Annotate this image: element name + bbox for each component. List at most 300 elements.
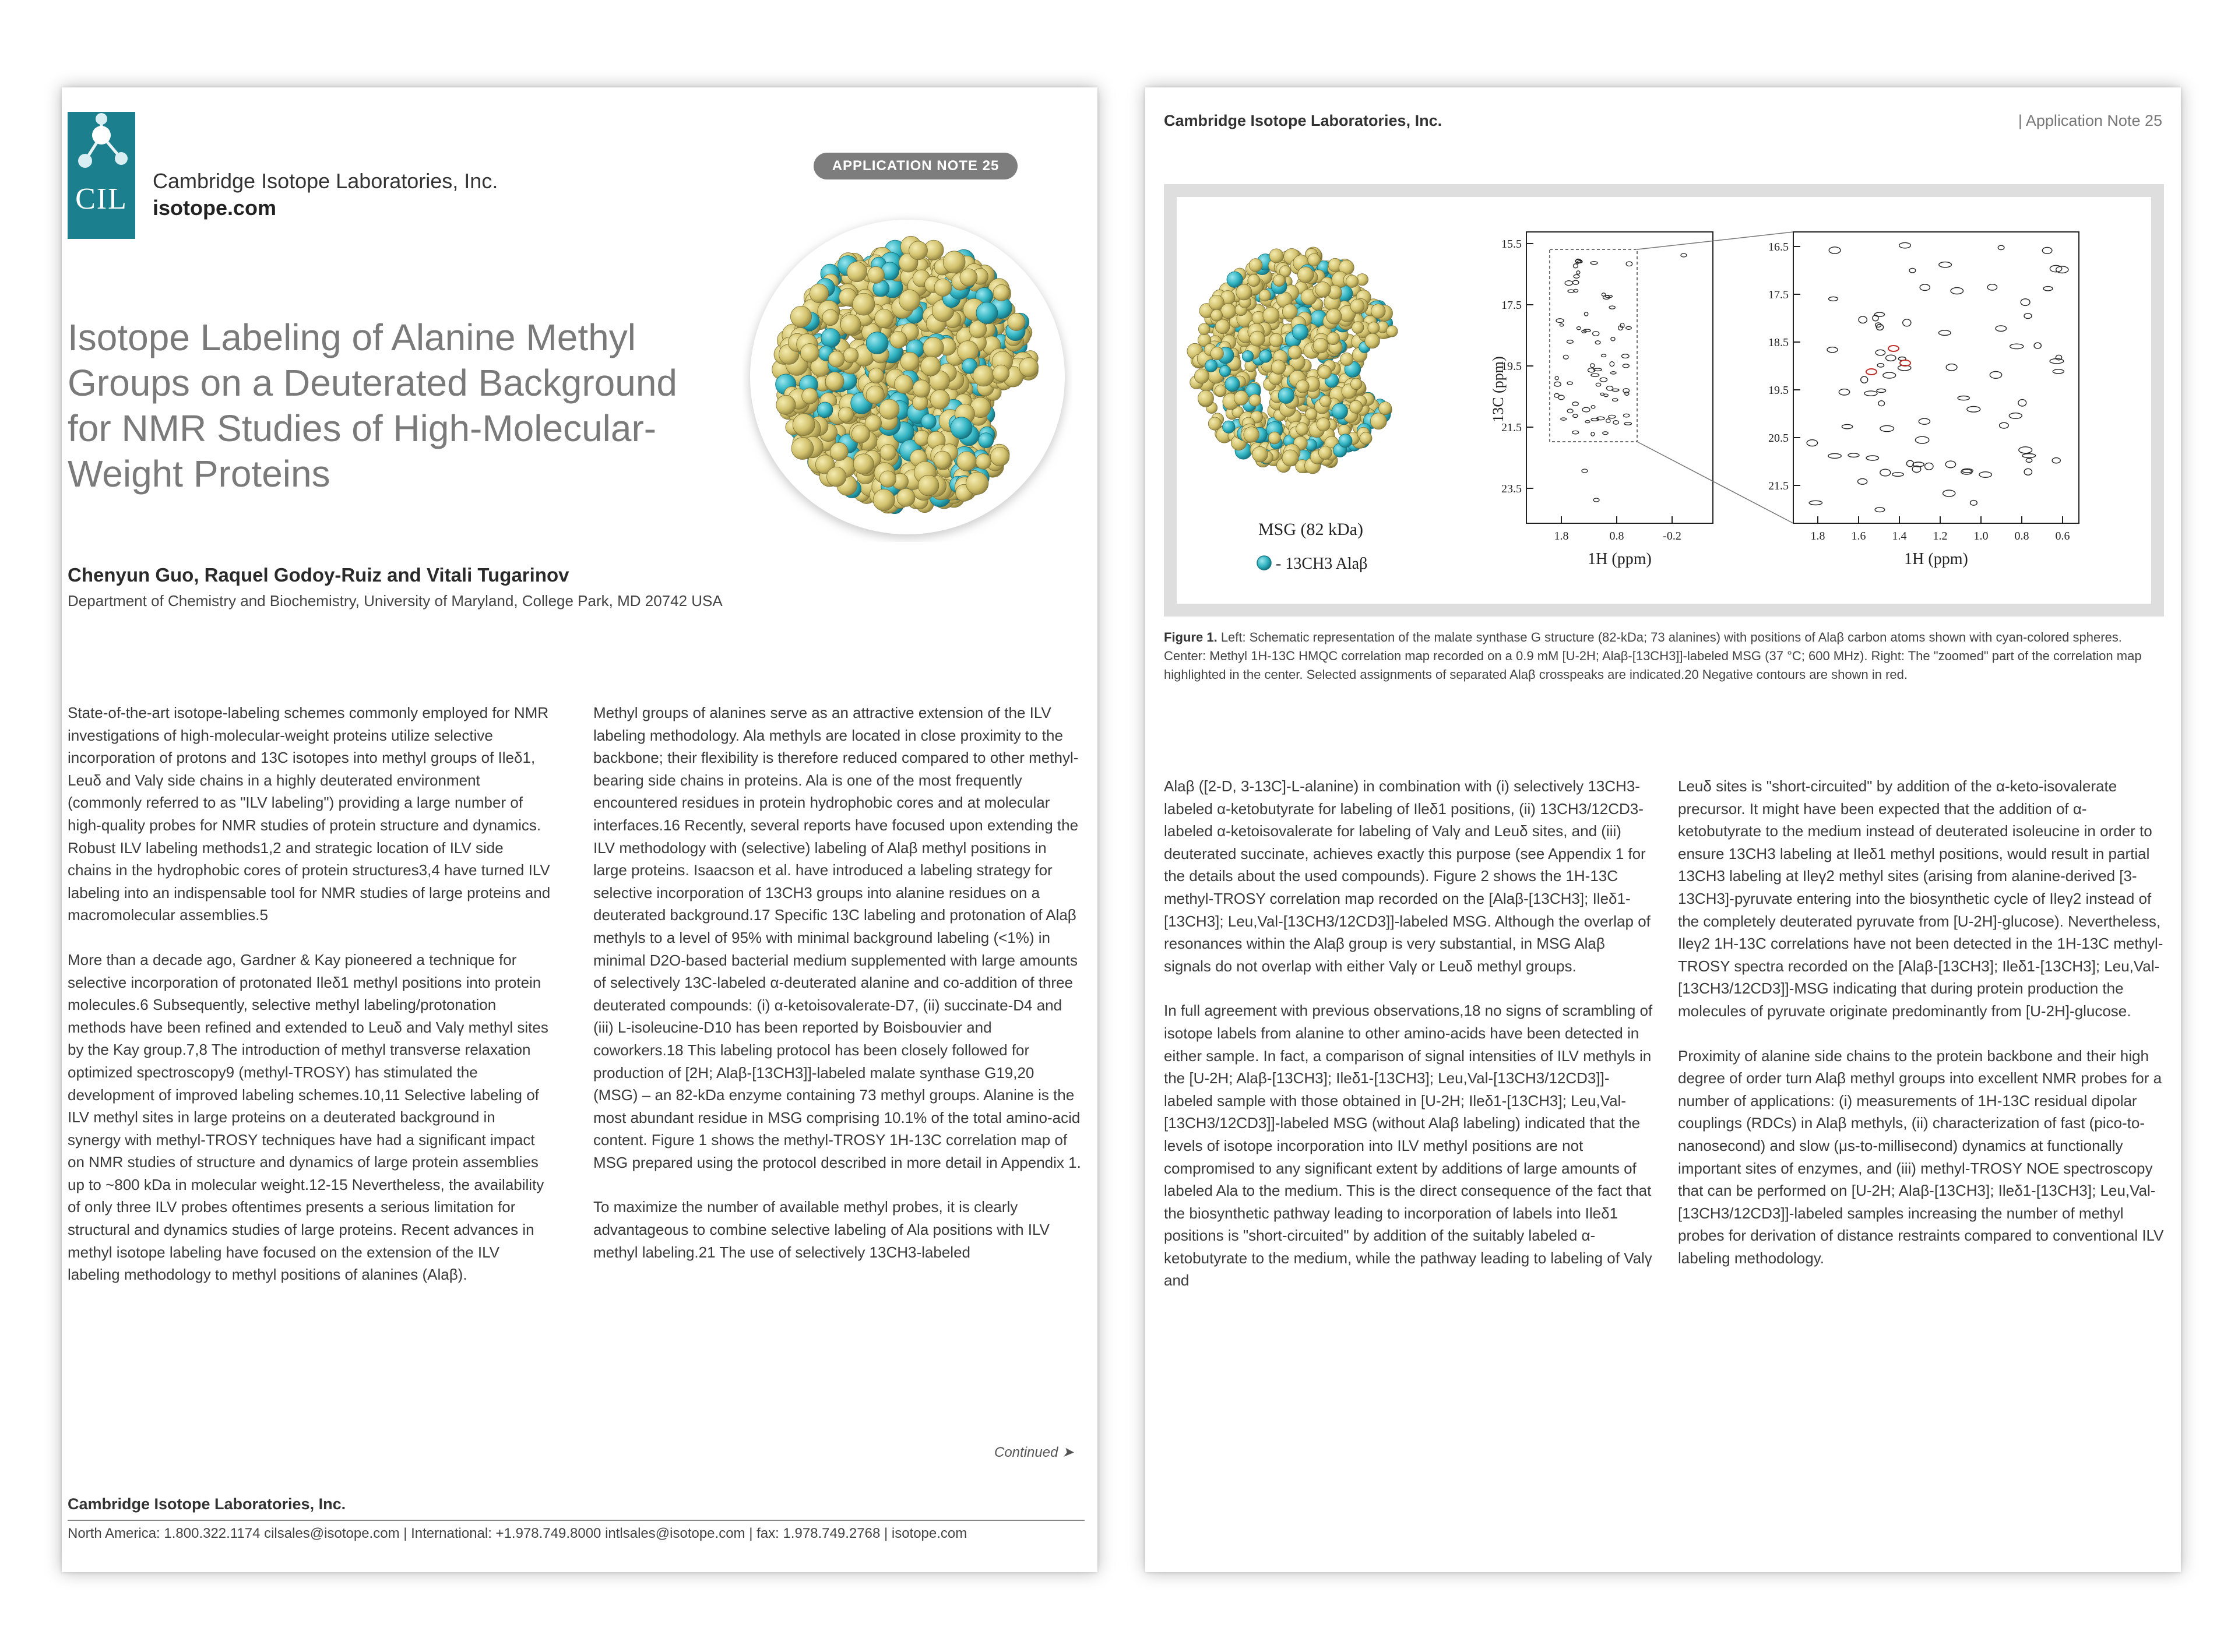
atom-sphere xyxy=(790,306,811,327)
crosspeak xyxy=(1920,284,1930,291)
crosspeak xyxy=(1906,460,1913,467)
atom-sphere xyxy=(1350,299,1364,313)
atom-sphere xyxy=(1268,432,1280,444)
atom-sphere xyxy=(1249,259,1262,272)
atom-sphere xyxy=(1234,390,1248,405)
atom-sphere xyxy=(934,451,951,469)
crosspeak xyxy=(1877,389,1886,392)
crosspeak xyxy=(2052,458,2060,463)
page2-column-2 xyxy=(1678,775,2167,1291)
crosspeak xyxy=(1610,372,1616,374)
crosspeak xyxy=(1990,372,2001,379)
atom-sphere xyxy=(853,293,875,315)
crosspeak xyxy=(2053,369,2064,374)
atom-sphere xyxy=(1244,427,1259,443)
crosspeak xyxy=(1623,364,1629,368)
crosspeak xyxy=(1554,382,1561,386)
article-title xyxy=(68,315,685,496)
crosspeak xyxy=(1565,281,1572,286)
ala-methyl-sphere xyxy=(1259,350,1272,363)
atom-sphere xyxy=(1308,253,1321,266)
legend-label: - 13CH3 Alaβ xyxy=(1276,555,1368,573)
x-tick-label: -0.2 xyxy=(1663,530,1681,543)
right-xlabel: 1H (ppm) xyxy=(1904,550,1968,568)
crosspeak xyxy=(1958,396,1969,400)
paragraph: In full agreement with previous observations,18 no signs of scrambling of isotope labels from alanine to other amino-acids have been detected in either sample. In fact, a comparison of signal intensities of ILV methyls in the [U-2H; Alaβ-[13CH3]; Ileδ1-[13CH3]; Leu,Val-[13CH3/12CD3]]-labeled sample with those obtained in [U-2H; Ileδ1-[13CH3]; Leu,Val-[13CH3/12CD3]]-labeled MSG (without Alaβ labeling) indicated that the levels of isotope incorporation into ILV methyl positions are not compromised to any significant extent by additions of large amounts of labeled Ala to the medium. This is the direct consequence of the fact that the biosynthetic pathway leading to incorporation of labels into Ileδ1 positions is "short-circuited" by addition of the suitably labeled α-ketobutyrate to the medium, while the pathway leading to labeling of Valγ and xyxy=(1164,1002,1653,1290)
atom-sphere xyxy=(1208,417,1221,430)
crosspeak xyxy=(2021,299,2030,306)
atom-sphere xyxy=(943,251,965,273)
atom-sphere xyxy=(1252,446,1268,462)
ala-methyl-sphere xyxy=(979,433,994,448)
crosspeak xyxy=(1554,393,1559,397)
crosspeak xyxy=(1567,340,1574,344)
crosspeak xyxy=(1590,364,1595,368)
atom-sphere xyxy=(847,262,867,281)
ala-methyl-sphere xyxy=(1339,434,1352,448)
crosspeak xyxy=(2024,469,2032,475)
crosspeak xyxy=(1584,312,1588,316)
atom-sphere xyxy=(897,488,915,506)
continued-link[interactable]: Continued ➤ xyxy=(994,1445,1074,1460)
crosspeak xyxy=(1875,508,1885,512)
title-line: Weight Proteins xyxy=(68,453,330,495)
crosspeak xyxy=(1809,501,1822,505)
ala-methyl-sphere xyxy=(1278,388,1294,403)
website-link[interactable]: isotope.com xyxy=(153,196,277,220)
atom-sphere xyxy=(1298,267,1314,283)
crosspeak xyxy=(1848,453,1859,457)
crosspeak xyxy=(1967,407,1980,413)
atom-sphere xyxy=(1008,313,1025,330)
crosspeak xyxy=(1883,372,1896,378)
crosspeak xyxy=(1585,421,1590,423)
crosspeak xyxy=(1827,347,1838,353)
atom-sphere xyxy=(1350,400,1363,413)
page-1 xyxy=(62,87,1097,1572)
crosspeak xyxy=(1875,312,1885,316)
atom-sphere xyxy=(866,386,884,404)
atom-sphere xyxy=(1271,360,1286,375)
crosspeak xyxy=(1577,327,1581,330)
atom-sphere xyxy=(1269,249,1283,263)
crosspeak xyxy=(1979,472,1991,478)
crosspeak xyxy=(1875,350,1885,355)
crosspeak xyxy=(1613,399,1618,401)
crosspeak xyxy=(1556,319,1564,323)
atom-sphere xyxy=(802,388,818,404)
crosspeak xyxy=(1582,407,1590,412)
y-tick-label: 15.5 xyxy=(1501,238,1522,251)
atom-sphere xyxy=(1350,378,1362,390)
crosspeak xyxy=(1839,389,1849,395)
atom-sphere xyxy=(1296,380,1309,393)
atom-sphere xyxy=(868,368,884,383)
crosspeak xyxy=(1582,469,1588,473)
crosspeak xyxy=(2018,400,2026,406)
paragraph: State-of-the-art isotope-labeling schemes commonly employed for NMR investigations of high-molecular-weight proteins utilize selective incorporation of protons and 13C isotopes into methyl groups of Ileδ1, Leuδ and Valγ side chains in a highly deuterated environment (commonly referred to as "ILV labeling") providing a large number of high-quality probes for NMR studies of protein structure and dynamics. Robust ILV labeling methods1,2 and strategic location of ILV side chains in the hydrophobic cores of protein structures3,4 have turned ILV labeling into an indispensable tool for NMR studies of large proteins and macromolecular assemblies.5 xyxy=(68,704,551,924)
crosspeak xyxy=(1880,425,1894,431)
atom-sphere xyxy=(923,337,944,358)
atom-sphere xyxy=(822,309,839,326)
crosspeak xyxy=(1681,253,1687,257)
crosspeak xyxy=(1595,341,1600,344)
crosspeak xyxy=(2026,459,2032,463)
crosspeak xyxy=(1591,432,1595,436)
ala-methyl-sphere xyxy=(817,402,833,418)
atom-sphere xyxy=(909,241,928,260)
crosspeak xyxy=(1861,376,1868,383)
atom-sphere xyxy=(1370,413,1387,429)
atom-sphere xyxy=(1215,385,1226,397)
atom-sphere xyxy=(1198,323,1210,335)
atom-sphere xyxy=(1249,394,1261,406)
atom-sphere xyxy=(851,425,870,443)
center-xlabel: 1H (ppm) xyxy=(1588,550,1652,568)
atom-sphere xyxy=(993,365,1009,381)
ala-methyl-sphere xyxy=(1223,421,1235,433)
crosspeak xyxy=(1577,271,1580,274)
atom-sphere xyxy=(918,475,939,496)
crosspeak xyxy=(1591,406,1595,408)
atom-sphere xyxy=(1215,319,1230,334)
crosspeak xyxy=(1606,419,1610,423)
crosspeak xyxy=(1864,391,1877,396)
atom-sphere xyxy=(1259,290,1271,301)
page2-column-1 xyxy=(1164,775,1653,1314)
page2-header-company: Cambridge Isotope Laboratories, Inc. xyxy=(1164,112,1442,129)
atom-sphere xyxy=(868,266,885,283)
crosspeak xyxy=(1946,364,1957,371)
crosspeak xyxy=(2043,287,2053,291)
atom-sphere xyxy=(1326,309,1342,324)
figure-1-caption xyxy=(1164,628,2164,684)
center-spectrum-frame xyxy=(1526,232,1713,523)
figure-1 xyxy=(1164,184,2164,617)
crosspeak xyxy=(2042,248,2052,254)
protein-label: MSG (82 kDa) xyxy=(1258,520,1363,539)
crosspeak xyxy=(1842,424,1852,428)
crosspeak xyxy=(1899,242,1911,248)
crosspeak xyxy=(1612,389,1619,391)
atom-sphere xyxy=(828,351,844,368)
crosspeak xyxy=(2056,266,2068,273)
crosspeak xyxy=(1886,355,1896,361)
atom-sphere xyxy=(1319,396,1331,407)
paragraph: Methyl groups of alanines serve as an attractive extension of the ILV labeling methodology. Ala methyls are located in close proximity to the backbone; their flexibility is therefore reduced compared to other methyl-bearing side chains in proteins. Ala is one of the most frequently encountered residues in protein hydrophobic cores and at molecular interfaces.16 Recently, several reports have focused upon extending the ILV methodology with (selective) labeling of Alaβ methyl positions in large proteins. Isaacson et al. have introduced a labeling strategy for selective incorporation of 13CH3 groups into alanine residues on a deuterated background.17 Specific 13C labeling and protonation of Alaβ methyls to a level of 95% with minimal background labeling (<1%) in minimal D2O-based bacterial medium supplemented with large amounts of selectively 13C-labeled α-deuterated alanine and co-addition of three deuterated compounds: (i) α-ketoisovalerate-D7, (ii) succinate-D4 and (iii) L-isoleucine-D10 has been reported by Boisbouvier and coworkers.18 This labeling protocol has been closely followed for production of [2H; Alaβ-[13CH3]]-labeled malate synthase G19,20 (MSG) – an 82-kDa enzyme containing 73 methyl groups. Alanine is the most abundant residue in MSG comprising 10.1% of the total amino-acid content. Figure 1 shows the methyl-TROSY 1H-13C correlation map of MSG prepared using the protocol described in more detail in Appendix 1. xyxy=(593,704,1081,1171)
crosspeak xyxy=(1593,332,1599,336)
y-tick-label: 21.5 xyxy=(1768,480,1789,492)
crosspeak xyxy=(1575,259,1582,263)
atom-sphere xyxy=(973,365,994,386)
x-tick-label: 1.8 xyxy=(1554,530,1569,543)
atom-sphere xyxy=(827,467,846,486)
atom-sphere xyxy=(1236,284,1252,300)
atom-sphere xyxy=(1198,390,1214,406)
authors: Chenyun Guo, Raquel Godoy-Ruiz and Vitali Tugarinov xyxy=(68,564,569,586)
atom-sphere xyxy=(1315,282,1331,297)
crosspeak xyxy=(1858,478,1867,484)
negative-contour xyxy=(1866,369,1877,375)
atom-sphere xyxy=(1368,322,1380,334)
atom-sphere xyxy=(993,284,1009,301)
crosspeak xyxy=(1590,262,1597,265)
atom-sphere xyxy=(895,375,913,393)
crosspeak xyxy=(2010,344,2024,348)
atom-sphere xyxy=(875,309,893,328)
crosspeak xyxy=(1951,288,1963,294)
atom-sphere xyxy=(1248,274,1260,287)
crosspeak xyxy=(1596,383,1600,386)
atom-sphere xyxy=(914,430,930,446)
atom-sphere xyxy=(838,407,853,422)
atom-sphere xyxy=(879,471,896,487)
paragraph: Proximity of alanine side chains to the protein backbone and their high degree of order turn Alaβ methyl groups into excellent NMR probes for a number of applications: (i) measurements of 1H-13C residual dipolar couplings (RDCs) in Alaβ methyls, (ii) characterization of fast (pico-to-nanosecond) and slow (μs-to-millisecond) dynamics at functionally important sites of enzymes, and (iii) methyl-TROSY NOE spectroscopy that can be performed on [U-2H; Alaβ-[13CH3]; Ileδ1-[13CH3]; Leu,Val-[13CH3/12CD3]]-labeled samples increasing the number of methyl probes for derivation of distance restraints compared to conventional ILV labeling methodology. xyxy=(1678,1047,2164,1267)
atom-sphere xyxy=(990,447,1009,466)
crosspeak xyxy=(1859,316,1867,323)
atom-sphere xyxy=(1360,432,1372,445)
crosspeak xyxy=(1625,392,1629,396)
protein-sphere-image xyxy=(743,212,1072,542)
crosspeak xyxy=(1574,274,1579,278)
y-tick-label: 17.5 xyxy=(1768,288,1789,301)
y-tick-label: 21.5 xyxy=(1501,421,1522,434)
ala-methyl-sphere xyxy=(1292,324,1308,340)
footer-divider xyxy=(68,1520,1085,1521)
crosspeak xyxy=(1877,364,1884,367)
crosspeak xyxy=(1561,418,1567,420)
atom-sphere xyxy=(853,454,874,474)
crosspeak xyxy=(1591,374,1599,376)
crosspeak xyxy=(1828,453,1841,458)
crosspeak xyxy=(1880,469,1891,476)
atom-sphere xyxy=(1019,358,1039,377)
y-tick-label: 16.5 xyxy=(1768,241,1789,253)
crosspeak xyxy=(1613,421,1618,424)
atom-sphere xyxy=(960,269,977,286)
x-tick-label: 0.6 xyxy=(2055,530,2070,543)
page-2 xyxy=(1145,87,2181,1572)
atom-sphere xyxy=(890,331,907,348)
crosspeak xyxy=(1572,280,1578,284)
page1-column-2 xyxy=(593,702,1083,1285)
atom-sphere xyxy=(1263,307,1279,323)
crosspeak xyxy=(2024,314,2032,319)
atom-sphere xyxy=(921,356,941,376)
atom-sphere xyxy=(1273,274,1285,286)
atom-sphere xyxy=(930,390,949,409)
ala-methyl-sphere xyxy=(821,329,840,348)
ala-methyl-sphere xyxy=(951,417,972,439)
crosspeak xyxy=(1609,415,1616,418)
crosspeak xyxy=(1567,409,1573,413)
crosspeak xyxy=(1829,297,1838,301)
atom-sphere xyxy=(1346,275,1358,287)
ala-methyl-sphere xyxy=(866,332,888,354)
caption-label: Figure 1. xyxy=(1164,630,1217,644)
crosspeak xyxy=(1909,268,1916,273)
atom-sphere xyxy=(1365,333,1380,348)
atom-sphere xyxy=(1318,446,1332,460)
y-tick-label: 19.5 xyxy=(1768,384,1789,397)
atom-sphere xyxy=(1211,309,1223,321)
crosspeak xyxy=(1996,326,2006,332)
crosspeak xyxy=(1626,326,1632,329)
atom-sphere xyxy=(1250,331,1265,346)
paragraph: More than a decade ago, Gardner & Kay pioneered a technique for selective incorporation of protonated Ileδ1 methyl positions into protein molecules.6 Subsequently, selective methyl labeling/protonation methods have been refined and extended to Leuδ and Valγ methyl sites by the Kay group.7,8 The introduction of methyl transverse relaxation optimized spectroscopy9 (methyl-TROSY) has stimulated the development of improved labeling schemes.10,11 Selective labeling of ILV methyl sites in large proteins on a deuterated background in synergy with methyl-TROSY techniques have had a significant impact on NMR studies of structure and dynamics of large protein assemblies up to ~800 kDa in molecular weight.12-15 Nevertheless, the availability of only three ILV probes oftentimes presents a serious limitation for structural and dynamics studies of large proteins. Recent advances in methyl isotope labeling have focused on the extension of the ILV labeling methodology to methyl positions of alanines (Alaβ). xyxy=(68,950,548,1284)
atom-sphere xyxy=(800,344,819,362)
crosspeak xyxy=(1915,436,1929,443)
crosspeak xyxy=(2022,454,2036,458)
crosspeak xyxy=(1602,293,1606,296)
atom-sphere xyxy=(879,399,899,419)
atom-sphere xyxy=(843,348,858,363)
atom-sphere xyxy=(793,414,815,436)
y-tick-label: 18.5 xyxy=(1768,336,1789,349)
crosspeak xyxy=(1925,463,1933,470)
crosspeak xyxy=(1560,324,1563,326)
atom-sphere xyxy=(1211,347,1223,360)
crosspeak xyxy=(1572,431,1579,434)
atom-sphere xyxy=(776,395,796,414)
figure-1-panel xyxy=(1177,197,2151,604)
logo-text: CIL xyxy=(75,182,128,216)
atom-sphere xyxy=(913,380,930,397)
crosspeak xyxy=(1945,461,1955,468)
crosspeak xyxy=(1602,354,1606,357)
atom-sphere xyxy=(1379,402,1392,415)
footer-contacts: North America: 1.800.322.1174 cilsales@isotope.com | International: +1.978.749.8000 intlsales@isotope.com | fax: 1.978.749.2768 | isotope.com xyxy=(68,1526,967,1541)
crosspeak xyxy=(1919,418,1930,424)
crosspeak xyxy=(1970,501,1977,506)
atom-sphere xyxy=(1269,333,1283,347)
x-tick-label: 1.6 xyxy=(1851,530,1866,543)
crosspeak xyxy=(1573,264,1578,268)
atom-sphere xyxy=(1317,418,1330,431)
crosspeak xyxy=(1572,402,1578,406)
x-tick-label: 1.8 xyxy=(1810,530,1825,543)
ala-methyl-sphere xyxy=(1219,365,1230,376)
ala-methyl-sphere xyxy=(1332,403,1347,419)
atom-sphere xyxy=(934,279,952,296)
crosspeak xyxy=(1829,247,1841,253)
atom-sphere xyxy=(1318,365,1332,379)
crosspeak xyxy=(1943,490,1955,496)
crosspeak xyxy=(1998,245,2004,249)
crosspeak xyxy=(1568,290,1574,293)
x-tick-label: 0.8 xyxy=(2014,530,2029,543)
title-line: Groups on a Deuterated Background xyxy=(68,362,677,404)
atom-sphere xyxy=(1306,408,1317,420)
atom-sphere xyxy=(1313,338,1328,353)
atom-sphere xyxy=(976,454,991,469)
atom-sphere xyxy=(880,445,896,461)
msg-structure-image xyxy=(1187,247,1398,474)
crosspeak xyxy=(1563,355,1568,359)
paragraph: Leuδ sites is "short-circuited" by addition of the α-keto-isovalerate precursor. It might have been expected that the addition of α-ketobutyrate to the medium instead of deuterated isoleucine in order to ensure 13CH3 labeling at Ileδ1 methyl positions, would result in partial 13CH3 labeling at Ileγ2 methyl sites (arising from alanine-derived [3-13CH3]-pyruvate entering into the biosynthetic cycle of Ileγ2 instead of the completely deuterated pyruvate from [U-2H]-glucose). Nevertheless, Ileγ2 1H-13C correlations have not been detected in the 1H-13C methyl-TROSY spectra recorded on the [Alaβ-[13CH3]; Ileδ1-[13CH3]; Leu,Val-[13CH3/12CD3]]-MSG indicating that during protein production the molecules of pyruvate originate predominantly from [U-2H]-glucose. xyxy=(1678,777,2163,1020)
crosspeak xyxy=(1878,401,1885,406)
title-line: Isotope Labeling of Alanine Methyl xyxy=(68,316,636,358)
right-spectrum-frame xyxy=(1793,232,2079,523)
affiliation: Department of Chemistry and Biochemistry, University of Maryland, College Park, MD 20742 USA xyxy=(68,592,723,610)
atom-sphere xyxy=(899,290,920,311)
page1-column-1 xyxy=(68,702,551,1308)
atom-sphere xyxy=(791,438,814,460)
ala-methyl-sphere xyxy=(1205,360,1217,372)
atom-sphere xyxy=(1327,332,1340,345)
ala-methyl-sphere xyxy=(1242,351,1253,362)
crosspeak xyxy=(1939,330,1951,336)
crosspeak xyxy=(1866,456,1878,460)
atom-sphere xyxy=(1282,450,1299,466)
crosspeak xyxy=(1593,498,1599,502)
crosspeak xyxy=(1903,319,1911,326)
crosspeak xyxy=(1892,473,1904,477)
highlight-region xyxy=(1550,249,1637,442)
crosspeak xyxy=(1600,378,1607,382)
atom-sphere xyxy=(1340,353,1353,366)
page2-header-note: | Application Note 25 xyxy=(2018,112,2162,129)
caption-text: Left: Schematic representation of the malate synthase G structure (82-kDa; 73 alanines) with positions of Alaβ carbon atoms shown with cyan-colored spheres. Center: Methyl 1H-13C HMQC correlation map recorded on a 0.9 mM [U-2H; Alaβ-[13CH3]]-labeled MSG (37 °C; 600 MHz). Right: The "zoomed" part of the correlation map highlighted in the center. Selected assignments of separated Alaβ crosspeaks are indicated.20 Negative contours are shown in red. xyxy=(1164,630,2142,682)
crosspeak xyxy=(1609,306,1615,309)
application-note-badge: APPLICATION NOTE 25 xyxy=(814,153,1018,179)
crosspeak xyxy=(1610,362,1614,367)
crosspeak xyxy=(1604,394,1608,397)
figure-1-graphic xyxy=(1177,197,2151,604)
crosspeak xyxy=(2000,422,2009,428)
x-tick-label: 1.0 xyxy=(1973,530,1989,543)
cil-logo xyxy=(68,112,135,239)
atom-sphere xyxy=(1288,346,1301,359)
crosspeak xyxy=(1624,422,1631,425)
y-tick-label: 17.5 xyxy=(1501,299,1522,312)
atom-sphere xyxy=(840,315,861,335)
atom-sphere xyxy=(966,472,988,494)
atom-sphere xyxy=(900,352,919,371)
atom-sphere xyxy=(1387,326,1398,337)
crosspeak xyxy=(1622,354,1630,358)
crosspeak xyxy=(1626,262,1632,266)
atom-sphere xyxy=(810,284,828,302)
ala-methyl-sphere xyxy=(1225,376,1240,391)
x-tick-label: 0.8 xyxy=(1609,530,1624,543)
atom-sphere xyxy=(830,443,848,461)
atom-sphere xyxy=(1221,304,1236,319)
atom-sphere xyxy=(873,489,895,511)
ala-methyl-sphere xyxy=(976,302,998,324)
atom-sphere xyxy=(1352,322,1364,333)
y-tick-label: 20.5 xyxy=(1768,432,1789,445)
x-tick-label: 1.2 xyxy=(1933,530,1948,543)
crosspeak xyxy=(1567,382,1572,385)
atom-sphere xyxy=(1296,422,1308,435)
crosspeak xyxy=(2019,447,2032,453)
crosspeak xyxy=(2034,343,2041,348)
crosspeak xyxy=(1573,414,1578,418)
atom-sphere xyxy=(1371,304,1386,319)
crosspeak xyxy=(1624,414,1630,417)
x-tick-label: 1.4 xyxy=(1892,530,1907,543)
atom-sphere xyxy=(1194,369,1209,383)
crosspeak xyxy=(1611,337,1615,341)
legend-cyan-sphere xyxy=(1257,556,1271,570)
crosspeak xyxy=(1939,262,1952,267)
atom-sphere xyxy=(825,372,844,390)
cil-molecule-icon xyxy=(68,112,135,182)
negative-contour xyxy=(1888,346,1899,351)
paragraph: To maximize the number of available methyl probes, it is clearly advantageous to combine selective labeling of Ala positions with ILV methyl labeling.21 The use of selectively 13CH3-labeled xyxy=(593,1198,1050,1261)
center-ylabel: 13C (ppm) xyxy=(1490,356,1507,422)
